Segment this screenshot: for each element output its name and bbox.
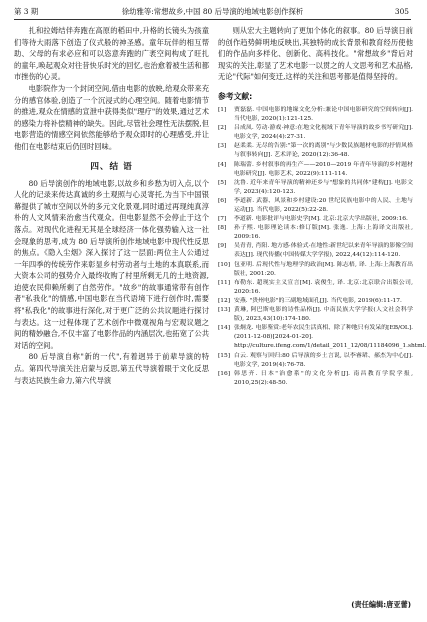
reference-text: 黄琳, 阿巴斯电影的诗性品格[J]. 中南民族大学学报(人文社会科学版), 2023,43(10):174-180. [234,307,413,323]
reference-text: 赵柔柔. 无尽的告别:"第一次的离别"与少数民族题材电影的抒情风格与叙事转向[J]. 艺术评论, 2020(12):36-48. [234,143,413,159]
running-header [14,6,411,20]
reference-number: [16] [218,370,231,377]
reference-number: [11] [218,279,231,286]
body-paragraph: 80 后导演创作的地域电影,以故乡和乡愁为切入点,以个人化的记录来传达真诚的乡土观照与心灵寄托,为当下中国银幕提供了城市空间以外的多元文化景观,同时通过再现纯真淳朴的人文风情来治愈当代观众。但电影显然不会停止于这个落点。对现代化进程无其是全球经济一体化强势输入这一社会现象的思考,成为 80 后导演所创作地域电影中现代性反思的焦点。《隐入尘烟》深入探讨了这一层面:两位主人公通过一年四季的传统劳作来彰显乡村劳动者与土地的本真联系,而大资本公司的强势介入最终收购了村里所剩无几的土地资源,迫使农民仰赖所剩了自然劳作。"故乡"的故事通常带有创作者"私我化"的情感,中国电影在当代语境下进行创作时,需要将"私我化"的故事进行深化,对于更广泛的公共议题进行探讨与表达。这一过程体现了艺术创作中微观视角与宏观议题之间的精妙融合,不仅丰富了电影作品的内涵层次,也拓宽了公共对话的空间。 [14,178,209,350]
reference-text: 白云. 观察与回归:80 后导演的乡土言说, 以李睿珺、郝杰为中心[J]. 电影文学, 2019(4):76-78. [234,352,413,368]
reference-text: 吴青青, 肖阳. 地方感·体验式·在地性:新世纪以来青年导演的影像空间表达[J]. 现代传播(中国传媒大学学报), 2022,44(12):114-120. [234,243,413,259]
reference-item [218,297,413,306]
body-paragraph: 扎和拉姆结伴奔跑在高原的稻田中,升格的长镜头为孩童们等待大雨落下创造了仪式般的神圣感。童年玩伴的相互帮助、父母的有求必应和可以恣意奔跑的广袤空间构成了旺扎的童年,唤起观众对往昔快乐时光的回忆,也治愈着被生活和都市挫伤的心灵。 [14,26,209,82]
reference-number: [2] [218,125,227,132]
reference-text: 沈鲁. 近年来青年导演的精神还乡与"想象的共同体"建构[J]. 电影文学, 2023(4):120-123. [234,179,413,195]
reference-item [218,224,413,242]
editor-note: (责任编辑:唐亚蕾) [351,600,411,609]
reference-number: [4] [218,161,227,168]
reference-number: [6] [218,197,227,204]
right-column [218,25,427,388]
reference-number: [3] [218,143,227,150]
reference-number: [12] [218,297,231,304]
running-title: 徐幼雅等:常想故乡,中国 80 后导演的地域电影创作探析 [121,7,304,16]
reference-item [218,179,413,197]
reference-text: 韩思齐. 日本"治愈系"的文化分析[J]. 南昌教育学院学报, 2010,25(2):48-50. [234,370,413,386]
reference-number: [13] [218,307,231,314]
reference-item [218,242,413,260]
reference-text: 布勒东. 超现实主义宣言[M]. 袁俊生, 译. 北京:北京联合出版公司, 2020:16. [234,279,413,295]
reference-text: 李道新. 武器、风景和乡村建设:20 世纪民族电影中的人民、土地与运动[J]. 当代电影, 2022(5):22-28. [234,197,413,213]
reference-text: 李道新. 电影批评与电影史学[M]. 北京:北京大学出版社, 2009:16. [234,216,408,223]
reference-text: 张炯龙. 电影鉴赏:老年农民生活真相、除了种地只有发呆的[EB/OL]. (2011-12-08)[2024-01-20]. http://culture.ifeng.com/1/detail_2011_12/08/11184096_1.shtml. [234,325,427,350]
reference-text: 孙子熙. 电影理论读本:修订版[M]. 张逸. 上海:上海译文出版社, 2009:16. [234,225,413,241]
reference-item [218,306,413,324]
issue-label: 第 3 期 [14,7,39,16]
left-column [14,25,209,386]
reference-number: [14] [218,325,231,332]
body-paragraph: 电影院作为一个封闭空间,借由电影的放映,给观众带来充分的感官体验,创造了一个沉浸式的心理空间。随着电影情节的推进,观众在情感的宣泄中获得类似"理疗"的效果,通过艺术的感染力将补偿精神的缺失。因此,尽管社会理性无法摆脱,但电影营造的情感空间依然能够给予观众即时的心理感受,并让他们在电影结束后仍回时回味。 [14,83,209,151]
references-list [218,106,427,388]
reference-number: [7] [218,216,227,223]
reference-item [218,261,413,279]
reference-item [218,352,413,370]
reference-item [218,161,413,179]
body-paragraph: 则从宏大主题转向了更加个体化的叙事。80 后导演日前的创作趋势鲜明地反映出,其独特的成长背景和教育经历使他们的作品向多样化、创新化、高科技化。"常想故乡"背后对现实的关注,彰显了艺术电影一以贯之的人文思考和艺术品格,无论"代际"如何变迁,这样的关注和思考都是值得坚持的。 [218,26,413,82]
reference-number: [8] [218,225,227,232]
reference-item [218,324,427,351]
reference-number: [9] [218,243,227,250]
reference-number: [10] [218,261,231,268]
reference-item [218,197,413,215]
references-heading: 参考文献: [218,91,253,101]
reference-text: 陈瑞蕾. 乡村叙事的再生产——2010—2019 年青年导演的乡村题材电影研究[J]. 电影艺术, 2022(9):111-114. [234,161,413,177]
reference-text: 贾磊磊. 中国电影的地缘文化分析:兼论中国电影研究的空间转向[J]. 当代电影, 2020(1):121-125. [234,106,413,123]
reference-item [218,124,413,142]
reference-text: 包亚明. 后现代性与地理学的政治[M]. 陈志梧, 译. 上海:上海教育出版社, 2001:20. [234,261,413,277]
reference-text: 安燕. "贵州电影"的三副地域面孔[J]. 当代电影, 2019(6):11-17. [234,297,402,304]
reference-item [218,279,413,297]
reference-number: [15] [218,352,231,359]
reference-item [218,370,413,388]
reference-number: [5] [218,179,227,186]
reference-item [218,142,413,160]
reference-item [218,215,413,224]
body-paragraph: 80 后导演自称"新的一代",有着迥异于前辈导演的特点。第四代导演关注启蒙与反思,第五代导演着眼于文化反思与表达民族生命力,第六代导演 [14,352,209,385]
reference-number: [1] [218,106,227,113]
reference-text: 吕成凤. 劳动·游戏·神意:在地文化视域下青年导演的故乡书写研究[J]. 电影文学, 2024(4):27-31. [234,125,413,141]
page-number: 305 [394,7,409,16]
reference-item [218,106,413,124]
section-heading-conclusion: 四、结 语 [90,161,133,172]
